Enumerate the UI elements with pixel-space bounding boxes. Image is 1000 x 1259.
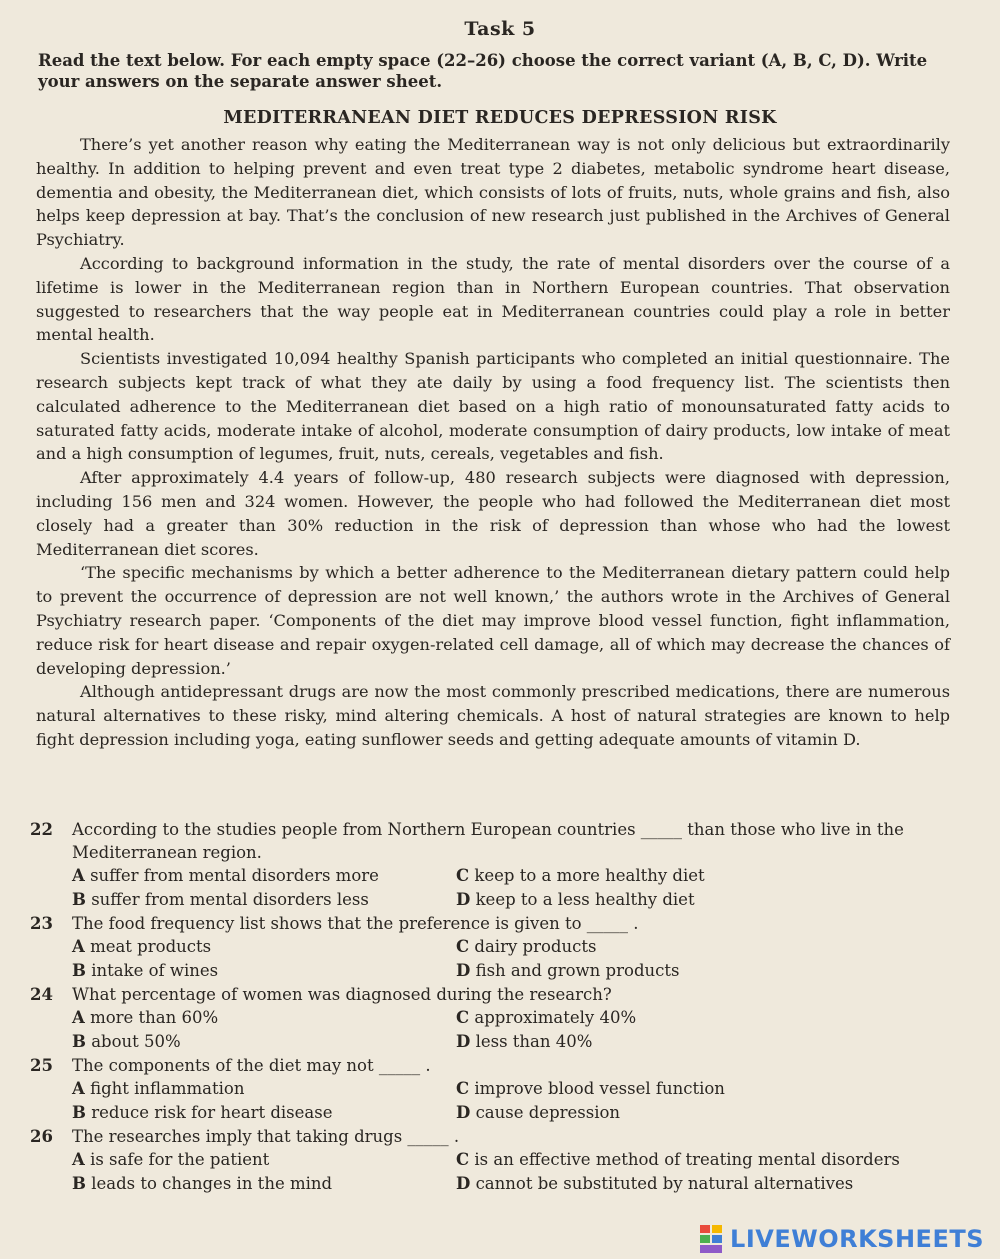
option-a[interactable]: A meat products bbox=[72, 937, 212, 956]
question-stem: According to the studies people from Northern European countries _____ than those who live in the Mediterranean region. bbox=[72, 820, 904, 862]
option-a[interactable]: A more than 60% bbox=[72, 1008, 219, 1027]
question-stem: The researches imply that taking drugs _____ . bbox=[72, 1127, 460, 1146]
question-stem: The food frequency list shows that the preference is given to _____ . bbox=[72, 914, 639, 933]
option-c[interactable]: C approximately 40% bbox=[456, 1008, 637, 1027]
option-b[interactable]: B suffer from mental disorders less bbox=[72, 890, 369, 909]
paragraph: After approximately 4.4 years of follow-up, 480 research subjects were diagnosed with depression, including 156 men and 324 women. However, the people who had followed the Mediterranean diet most closely had a greater than 30% reduction in the risk of depression than whose who had the lowest Mediterranean diet scores. bbox=[36, 468, 950, 559]
option-b[interactable]: B about 50% bbox=[72, 1032, 181, 1051]
option-c[interactable]: C is an effective method of treating mental disorders bbox=[456, 1150, 900, 1169]
option-d[interactable]: D keep to a less healthy diet bbox=[456, 890, 695, 909]
question-stem: What percentage of women was diagnosed during the research? bbox=[72, 985, 612, 1004]
paragraph: Although antidepressant drugs are now the most commonly prescribed medications, there are numerous natural alternatives to these risky, mind altering chemicals. A host of natural strategies are known to help fight depression including yoga, eating sunflower seeds and getting adequate amounts of vitamin D. bbox=[36, 682, 950, 749]
question-26 bbox=[30, 1125, 960, 1196]
option-d[interactable]: D cannot be substituted by natural alternatives bbox=[456, 1174, 854, 1193]
paragraph: There’s yet another reason why eating the Mediterranean way is not only delicious but extraordinarily healthy. In addition to helping prevent and even treat type 2 diabetes, metabolic syndrome heart disease, dementia and obesity, the Mediterranean diet, which consists of lots of fruits, nuts, whole grains and fish, also helps keep depression at bay. That’s the conclusion of new research just published in the Archives of General Psychiatry. bbox=[36, 135, 950, 250]
article-body bbox=[36, 133, 950, 752]
option-c[interactable]: C dairy products bbox=[456, 937, 597, 956]
paragraph: According to background information in the study, the rate of mental disorders over the course of a lifetime is lower in the Mediterranean region than in Northern European countries. That observation suggested to researchers that the way people eat in Mediterranean countries could play a role in better mental health. bbox=[36, 253, 950, 345]
question-25 bbox=[30, 1054, 960, 1125]
task-title: Task 5 bbox=[464, 18, 536, 40]
article-headline: MEDITERRANEAN DIET REDUCES DEPRESSION RISK bbox=[223, 108, 777, 128]
question-22 bbox=[30, 818, 960, 912]
question-24 bbox=[30, 983, 960, 1054]
option-a[interactable]: A suffer from mental disorders more bbox=[72, 866, 379, 885]
option-d[interactable]: D fish and grown products bbox=[456, 961, 680, 980]
liveworksheets-watermark bbox=[700, 1225, 984, 1253]
question-number: 25 bbox=[30, 1056, 53, 1075]
paragraph: Scientists investigated 10,094 healthy Spanish participants who completed an initial questionnaire. The research subjects kept track of what they ate daily by using a food frequency list. The scientists then calculated adherence to the Mediterranean diet based on a high ratio of monounsaturated fatty acids to saturated fatty acids, moderate intake of alcohol, moderate consumption of dairy products, low intake of meat and a high consumption of legumes, fruit, nuts, cereals, vegetables and fish. bbox=[36, 349, 950, 464]
paragraph: ‘The specific mechanisms by which a better adherence to the Mediterranean dietary pattern could help to prevent the occurrence of depression are not well known,’ the authors wrote in the Archives of General Psychiatry research paper. ‘Components of the diet may improve blood vessel function, fight inflammation, reduce risk for heart disease and repair oxygen-related cell damage, all of which may decrease the chances of developing depression.’ bbox=[36, 563, 950, 678]
question-23 bbox=[30, 912, 960, 983]
instructions: Read the text below. For each empty space (22–26) choose the correct variant (A, B, C, D). Write your answers on the separate answer sheet. bbox=[38, 51, 928, 91]
option-d[interactable]: D cause depression bbox=[456, 1103, 621, 1122]
question-number: 26 bbox=[30, 1127, 53, 1146]
questions-list bbox=[30, 818, 960, 1196]
option-c[interactable]: C improve blood vessel function bbox=[456, 1079, 725, 1098]
option-a[interactable]: A fight inflammation bbox=[72, 1079, 245, 1098]
question-number: 24 bbox=[30, 985, 53, 1004]
option-b[interactable]: B leads to changes in the mind bbox=[72, 1174, 333, 1193]
liveworksheets-logo-icon bbox=[700, 1225, 724, 1253]
option-d[interactable]: D less than 40% bbox=[456, 1032, 593, 1051]
option-b[interactable]: B intake of wines bbox=[72, 961, 219, 980]
question-number: 23 bbox=[30, 914, 53, 933]
question-number: 22 bbox=[30, 820, 53, 839]
option-c[interactable]: C keep to a more healthy diet bbox=[456, 866, 705, 885]
question-stem: The components of the diet may not _____ . bbox=[72, 1056, 431, 1075]
option-b[interactable]: B reduce risk for heart disease bbox=[72, 1103, 333, 1122]
option-a[interactable]: A is safe for the patient bbox=[72, 1150, 270, 1169]
watermark-text: LIVEWORKSHEETS bbox=[730, 1225, 984, 1253]
